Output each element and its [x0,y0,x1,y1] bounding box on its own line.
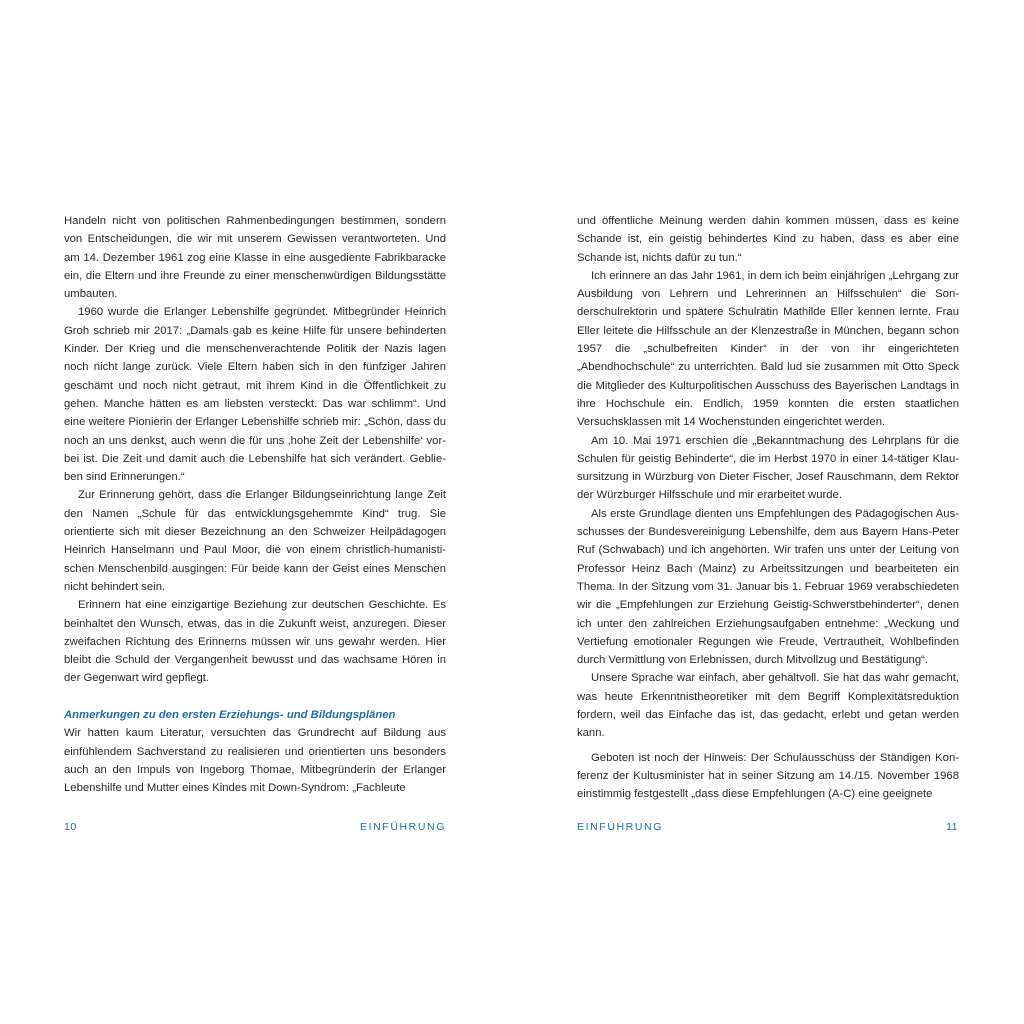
right-paragraph-6: Geboten ist noch der Hinweis: Der Schulausschuss der Ständigen Konferenz der Kultusminister hat in seiner Sitzung am 14./15. November 1968 einstimmig festgestellt „dass diese Empfehlungen (A-C) eine geeignete [577,751,959,801]
left-paragraph-5: Wir hatten kaum Literatur, versuchten das Grundrecht auf Bildung aus einfühlendem Sachverstand zu realisieren und orientierten uns besonders auch an den Impuls von Ingeborg Thomae, Mitbegründerin der Erlanger Lebenshilfe und Mutter eines Kindes mit Down-Syndrom: „Fachleute [64,727,446,795]
left-paragraph-4: Erinnern hat eine einzigartige Beziehung zur deutschen Geschichte. Es beinhaltet den Wunsch, etwas, das in die Zukunft weist, anzuregen. Dieser zweifachen Richtung des Erinnerns müssen wir uns gewahr werden. Hier bleibt die Schuld der Vergangenheit bewusst und das wachsame Hören in der Gegenwart wird gepflegt. [64,599,446,685]
running-head-right: EINFÜHRUNG [577,821,663,833]
right-paragraph-2: Ich erinnere an das Jahr 1961, in dem ich beim einjährigen „Lehrgang zur Ausbildung von Lehrern und Lehrerinnen an Hilfsschulen“ die Sonderschulrektorin und spätere Schulrätin Mathilde Eller kennen lernte. Frau Eller leitete die Hilfsschule an der Klenzestraße in München, begann schon 1957 die „schulbefreiten Kinder“ in der von ihr eingerichteten „Abendhochschule“ zu unterrichten. Bald lud sie zusammen mit Otto Speck die Mitglieder des Kulturpolitischen Ausschuss des Bayerischen Landtags in ihre Hochschule ein. Endlich, 1959 konnten die ersten staatlichen Versuchsklassen mit 14 Wochenstunden eingerichtet werden. [577,269,959,429]
running-head-left: EINFÜHRUNG [360,821,446,833]
left-paragraph-2: 1960 wurde die Erlanger Lebenshilfe gegründet. Mitbegründer Heinrich Groh schrieb mir 2017: „Damals gab es keine Hilfe für unsere behinderten Kinder. Der Krieg und die menschenverachtende Politik der Nazis lagen noch nicht lange zurück. Viele Eltern haben sich in den fünfziger Jahren geschämt und noch nicht getraut, mit ihrem Kind in die Öffentlichkeit zu gehen. Manche hätten es am liebsten versteckt. Das war schlimm“. Und eine weitere Pionierin der Erlanger Lebenshilfe schrieb mir: „Schön, dass du noch an uns denkst, auch wenn die für uns ‚hohe Zeit der Lebenshilfe‘ vorbei ist. Die Zeit und damit auch die Lebenshilfe hat sich verändert. Geblieben sind Erinnerungen.“ [64,306,446,484]
page-number-right: 11 [946,821,958,833]
left-page [64,212,446,798]
left-paragraph-3: Zur Erinnerung gehört, dass die Erlanger Bildungseinrichtung lange Zeit den Namen „Schule für das entwicklungsgehemmte Kind“ trug. Sie orientierte sich mit dieser Bezeichnung an den Schweizer Heilpädagogen Heinrich Hanselmann und Paul Moor, die von einem christlich-humanistischen Menschenbild ausgingen: Für beide kann der Geist eines Menschen nicht behindert sein. [64,489,446,593]
right-paragraph-4: Als erste Grundlage dienten uns Empfehlungen des Pädagogischen Ausschusses der Bundesvereinigung Lebenshilfe, dem aus Bayern Hans-Peter Ruf (Schwabach) und ich angehörten. Wir trafen uns unter der Leitung von Professor Heinz Bach (Mainz) zu Arbeitssitzungen und bearbeiteten ein Thema. In der Sitzung vom 31. Januar bis 1. Februar 1969 verabschiedeten wir die „Empfehlungen zur Erziehung Geistig-Schwerstbehinderter“, denen ich unter den zahlreichen Erziehungsaufgaben entnehme: „Weckung und Vertiefung emotionaler Regungen wie Freude, Vertrautheit, Wohlbefinden durch Vermittlung von Erlebnissen, durch Mitvollzug und Bestätigung“. [577,507,959,667]
right-paragraph-5: Unsere Sprache war einfach, aber gehaltvoll. Sie hat das wahr gemacht, was heute Erkenntnistheoretiker mit dem Begriff Komplexitätsreduktion fordern, weil das Einfache das ist, das gedacht, erlebt und getan werden kann. [577,672,959,740]
right-paragraph-1: und öffentliche Meinung werden dahin kommen müssen, dass es keine Schande ist, ein geistig behindertes Kind zu haben, dass es aber eine Schande ist, nichts dafür zu tun.“ [577,215,959,264]
right-paragraph-3: Am 10. Mai 1971 erschien die „Bekanntmachung des Lehrplans für die Schulen für geistig Behinderte“, die im Herbst 1970 in einer 14-tätiger Klausursitzung in Würzburg von Dieter Fischer, Josef Rauschmann, dem Rektor der Würzburger Hilfsschule und mir erarbeitet wurde. [577,434,959,502]
left-paragraph-1: Handeln nicht von politischen Rahmenbedingungen bestimmen, sondern von Entscheidungen, die wir mit unserem Gewissen verantworteten. Und am 14. Dezember 1961 zog eine Klasse in eine ausgediente Fabrikbaracke ein, die Eltern und ihre Freunde zu einer menschenwürdigen Bildungsstätte umbauten. [64,215,446,301]
page-number-left: 10 [64,821,77,833]
right-page [577,212,959,804]
section-heading: Anmerkungen zu den ersten Erziehungs- und Bildungsplänen [64,709,396,722]
